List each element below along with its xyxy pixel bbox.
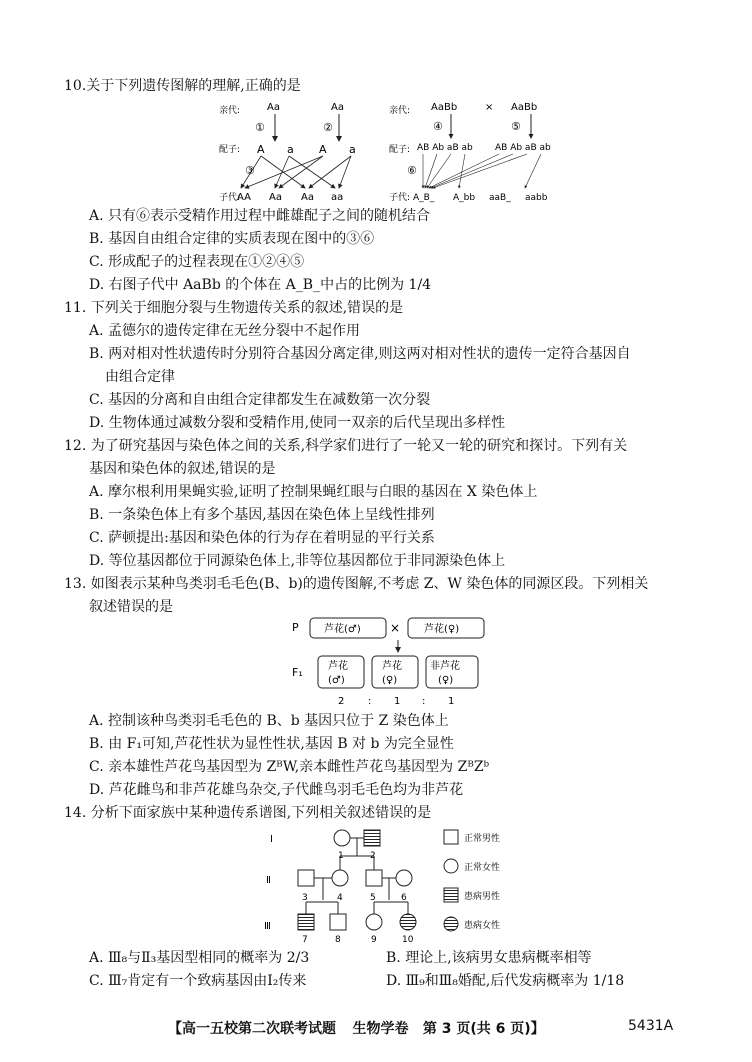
svg-text:配子:: 配子: <box>389 145 411 155</box>
svg-text:非芦花: 非芦花 <box>430 661 460 672</box>
svg-text:Aa: Aa <box>267 102 280 113</box>
svg-text:(♀): (♀) <box>382 675 398 686</box>
q12-option-a: A. 摩尔根利用果蝇实验,证明了控制果蝇红眼与白眼的基因在 X 染色体上 <box>89 484 538 500</box>
svg-text:(♂): (♂) <box>328 675 345 686</box>
svg-text:Ⅰ: Ⅰ <box>270 834 273 845</box>
q12-stem: 12. 为了研究基因与染色体之间的关系,科学家们进行了一轮又一轮的研究和探讨。下列有关 <box>64 438 628 454</box>
q11-option-a: A. 孟德尔的遗传定律在无丝分裂中不起作用 <box>89 323 361 339</box>
q12-option-c: C. 萨顿提出:基因和染色体的行为存在着明显的平行关系 <box>89 530 435 546</box>
svg-text:×: × <box>485 102 494 113</box>
svg-text:aabb: aabb <box>525 193 548 203</box>
svg-text:Ⅲ: Ⅲ <box>264 921 271 932</box>
svg-text:患病女性: 患病女性 <box>464 921 501 931</box>
q11-stem: 11. 下列关于细胞分裂与生物遗传关系的叙述,错误的是 <box>64 300 404 316</box>
svg-text:配子:: 配子: <box>219 145 241 155</box>
q10-option-b: B. 基因自由组合定律的实质表现在图中的③⑥ <box>89 231 375 247</box>
svg-text:A_bb: A_bb <box>453 193 476 203</box>
q10-option-a: A. 只有⑥表示受精作用过程中雌雄配子之间的随机结合 <box>89 208 431 224</box>
svg-text:AB Ab aB ab: AB Ab aB ab <box>417 143 473 153</box>
svg-text:1: 1 <box>338 851 344 861</box>
svg-text:AB Ab aB ab: AB Ab aB ab <box>495 143 551 153</box>
svg-text:⑤: ⑤ <box>511 120 521 133</box>
svg-text:7: 7 <box>302 935 308 945</box>
footer-page: 第 3 页(共 6 页)】 <box>422 1021 545 1037</box>
page-footer <box>168 1018 545 1038</box>
q10-option-d: D. 右图子代中 AaBb 的个体在 A_B_中占的比例为 1/4 <box>89 277 432 293</box>
svg-text:子代:: 子代: <box>219 193 241 203</box>
svg-text:亲代:: 亲代: <box>389 106 411 116</box>
svg-text:③: ③ <box>245 164 255 177</box>
svg-text:Aa: Aa <box>301 192 314 203</box>
svg-text:8: 8 <box>335 935 341 945</box>
svg-text:5: 5 <box>370 893 376 903</box>
svg-text:Aa: Aa <box>269 192 282 203</box>
svg-text::: : <box>422 696 426 707</box>
svg-text:a: a <box>287 143 294 156</box>
svg-text:芦花: 芦花 <box>382 661 402 672</box>
q13-option-c: C. 亲本雄性芦花鸟基因型为 ZᴮW,亲本雌性芦花鸟基因型为 ZᴮZᵇ <box>89 759 490 775</box>
q14-option-a: A. Ⅲ₈与Ⅱ₃基因型相同的概率为 2/3 <box>89 950 310 966</box>
svg-text:(♀): (♀) <box>438 675 454 686</box>
svg-text:正常男性: 正常男性 <box>464 834 501 844</box>
q14-option-d: D. Ⅲ₉和Ⅲ₈婚配,后代发病概率为 1/18 <box>386 973 625 989</box>
svg-text::: : <box>368 696 372 707</box>
q14-pedigree <box>262 826 522 946</box>
q11-option-b-cont: 由组合定律 <box>105 369 175 385</box>
svg-text:正常女性: 正常女性 <box>464 863 501 873</box>
svg-text:①: ① <box>255 121 265 134</box>
svg-text:患病男性: 患病男性 <box>464 892 501 902</box>
footer-title: 【高一五校第二次联考试题 <box>168 1021 336 1037</box>
svg-text:芦花: 芦花 <box>328 661 348 672</box>
q12-option-d: D. 等位基因都位于同源染色体上,非等位基因都位于非同源染色体上 <box>89 553 506 569</box>
svg-text:aa: aa <box>331 192 344 203</box>
svg-text:A: A <box>257 143 265 156</box>
svg-text:Ⅱ: Ⅱ <box>266 875 271 886</box>
svg-text:⑥: ⑥ <box>407 164 417 177</box>
svg-text:Aa: Aa <box>331 102 344 113</box>
svg-text:子代:: 子代: <box>389 193 411 203</box>
q13-cross-diagram <box>288 614 488 712</box>
svg-text:2: 2 <box>370 851 376 861</box>
svg-text:AaBb: AaBb <box>511 102 538 113</box>
svg-text:芦花(♂): 芦花(♂) <box>324 624 361 635</box>
svg-text:6: 6 <box>401 893 407 903</box>
q13-stem: 13. 如图表示某种鸟类羽毛毛色(B、b)的遗传图解,不考虑 Z、W 染色体的同源区段。下列相关 <box>64 576 649 592</box>
svg-text:4: 4 <box>337 893 343 903</box>
svg-text:3: 3 <box>302 893 308 903</box>
q13-option-d: D. 芦花雌鸟和非芦花雄鸟杂交,子代雌鸟羽毛毛色均为非芦花 <box>89 782 464 798</box>
svg-text:AA: AA <box>237 192 251 203</box>
q10-right-diagram <box>385 96 565 206</box>
footer-subject: 生物学卷 <box>352 1021 409 1037</box>
q14-option-b: B. 理论上,该病男女患病概率相等 <box>386 950 592 966</box>
q13-stem-cont: 叙述错误的是 <box>89 599 173 615</box>
q14-stem: 14. 分析下面家族中某种遗传系谱图,下列相关叙述错误的是 <box>64 805 432 821</box>
svg-text:9: 9 <box>371 935 377 945</box>
svg-text:②: ② <box>323 121 333 134</box>
svg-text:④: ④ <box>433 120 443 133</box>
q11-option-c: C. 基因的分离和自由组合定律都发生在减数第一次分裂 <box>89 392 431 408</box>
svg-text:1: 1 <box>394 696 401 707</box>
q12-stem-cont: 基因和染色体的叙述,错误的是 <box>89 461 276 477</box>
q10-left-diagram <box>215 96 365 206</box>
svg-text:P: P <box>292 621 299 634</box>
q10-stem: 10.关于下列遗传图解的理解,正确的是 <box>64 78 301 94</box>
svg-text:A_B_: A_B_ <box>413 193 435 203</box>
svg-text:1: 1 <box>448 696 455 707</box>
q10-option-c: C. 形成配子的过程表现在①②④⑤ <box>89 254 305 270</box>
q13-option-a: A. 控制该种鸟类羽毛毛色的 B、b 基因只位于 Z 染色体上 <box>89 713 449 729</box>
svg-text:芦花(♀): 芦花(♀) <box>424 624 460 635</box>
svg-text:×: × <box>390 621 401 635</box>
q12-option-b: B. 一条染色体上有多个基因,基因在染色体上呈线性排列 <box>89 507 435 523</box>
svg-text:a: a <box>349 143 356 156</box>
svg-text:10: 10 <box>402 935 414 945</box>
q11-option-b: B. 两对相对性状遗传时分别符合基因分离定律,则这两对相对性状的遗传一定符合基因自 <box>89 346 631 362</box>
svg-text:2: 2 <box>338 696 345 707</box>
svg-text:A: A <box>319 143 327 156</box>
parent-label: 亲代: <box>219 106 241 116</box>
svg-text:AaBb: AaBb <box>431 102 458 113</box>
svg-text:aaB_: aaB_ <box>489 193 511 203</box>
svg-text:F₁: F₁ <box>292 666 303 679</box>
exam-code: 5431A <box>628 1018 674 1034</box>
q11-option-d: D. 生物体通过减数分裂和受精作用,使同一双亲的后代呈现出多样性 <box>89 415 506 431</box>
q13-option-b: B. 由 F₁可知,芦花性状为显性性状,基因 B 对 b 为完全显性 <box>89 736 454 752</box>
q14-option-c: C. Ⅲ₇肯定有一个致病基因由Ⅰ₂传来 <box>89 973 307 989</box>
